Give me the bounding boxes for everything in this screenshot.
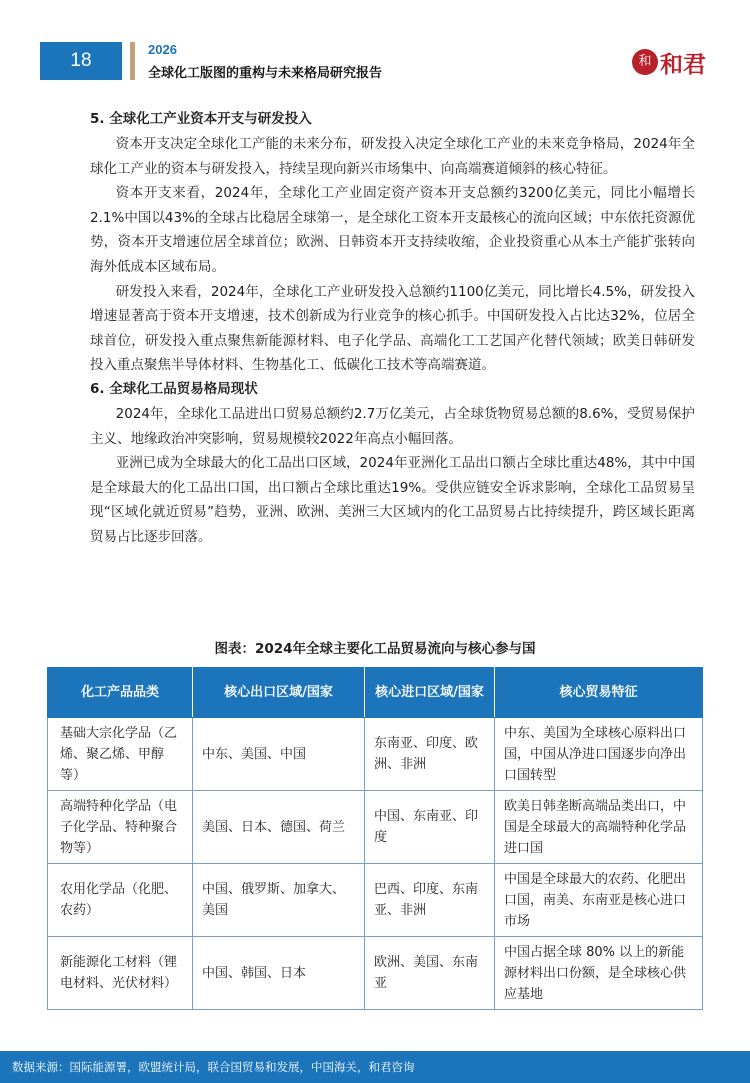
table-cell: 中国、俄罗斯、加拿大、美国 (193, 864, 365, 937)
table-row (48, 864, 703, 937)
column-header: 核心贸易特征 (495, 668, 703, 718)
section-heading-5: 5. 全球化工产业资本开支与研发投入 (90, 111, 312, 127)
table-caption: 图表：2024年全球主要化工品贸易流向与核心参与国 (214, 641, 536, 657)
column-header: 核心出口区域/国家 (193, 668, 365, 718)
table-cell: 基础大宗化学品（乙烯、聚乙烯、甲醇等） (48, 718, 193, 791)
table-cell: 美国、日本、德国、荷兰 (193, 791, 365, 864)
table-cell: 巴西、印度、东南亚、非洲 (365, 864, 495, 937)
table-header-row (48, 668, 703, 718)
logo-seal-icon: 和 (632, 49, 658, 75)
column-header: 核心进口区域/国家 (365, 668, 495, 718)
table-row (48, 937, 703, 1010)
paragraph: 资本开支来看，2024年，全球化工产业固定资产资本开支总额约3200亿美元，同比小幅增长2.1%中国以43%的全球占比稳居全球第一，是全球化工资本开支最核心的流向区域；中东依托资源优势，资本开支增速位居全球首位；欧洲、日韩资本开支持续收缩，企业投资重心从本土产能扩张转向海外低成本区域布局。 (90, 185, 695, 275)
report-title: 全球化工版图的重构与未来格局研究报告 (148, 66, 383, 81)
body-text (90, 108, 695, 550)
table-cell: 东南亚、印度、欧洲、非洲 (365, 718, 495, 791)
column-header: 化工产品品类 (48, 668, 193, 718)
paragraph: 亚洲已成为全球最大的化工品出口区域，2024年亚洲化工品出口额占全球比重达48%，其中中国是全球最大的化工品出口国，出口额占全球比重达19%。受供应链安全诉求影响，全球化工品贸易呈现“区域化就近贸易”趋势，亚洲、欧洲、美洲三大区域内的化工品贸易占比持续提升，跨区域长距离贸易占比逐步回落。 (90, 455, 695, 545)
paragraph: 研发投入来看，2024年，全球化工产业研发投入总额约1100亿美元，同比增长4.5%，研发投入增速显著高于资本开支增速，技术创新成为行业竞争的核心抓手。中国研发投入占比达32%，位居全球首位，研发投入重点聚焦新能源材料、电子化学品、高端化工工艺国产化替代领域；欧美日韩研发投入重点聚焦半导体材料、生物基化工、低碳化工技术等高端赛道。 (90, 283, 695, 374)
table-cell: 农用化学品（化肥、农药） (48, 864, 193, 937)
trade-flow-table (47, 667, 703, 1010)
table-cell: 中东、美国为全球核心原料出口国，中国从净进口国逐步向净出口国转型 (495, 718, 703, 791)
data-source-footer: 数据来源：国际能源署，欧盟统计局，联合国贸易和发展，中国海关，和君咨询 (0, 1051, 750, 1083)
table-cell: 中国占据全球 80% 以上的新能源材料出口份额，是全球核心供应基地 (495, 937, 703, 1010)
table-row (48, 791, 703, 864)
paragraph: 资本开支决定全球化工产能的未来分布，研发投入决定全球化工产业的未来竞争格局，2024年全球化工产业的资本与研发投入，持续呈现向新兴市场集中、向高端赛道倾斜的核心特征。 (90, 136, 695, 177)
table-cell: 中国、东南亚、印度 (365, 791, 495, 864)
page-number: 18 (40, 42, 122, 80)
table-cell: 中国是全球最大的农药、化肥出口国，南美、东南亚是核心进口市场 (495, 864, 703, 937)
table-cell: 新能源化工材料（锂电材料、光伏材料） (48, 937, 193, 1010)
paragraph: 2024年，全球化工品进出口贸易总额约2.7万亿美元，占全球货物贸易总额的8.6%，受贸易保护主义、地缘政治冲突影响，贸易规模较2022年高点小幅回落。 (90, 405, 695, 447)
table-cell: 欧洲、美国、东南亚 (365, 937, 495, 1010)
table-cell: 高端特种化学品（电子化学品、特种聚合物等） (48, 791, 193, 864)
header-divider (130, 42, 135, 80)
table-row (48, 718, 703, 791)
table-cell: 中东、美国、中国 (193, 718, 365, 791)
brand-logo: 和君 (660, 51, 706, 78)
table-cell: 欧美日韩垄断高端品类出口，中国是全球最大的高端特种化学品进口国 (495, 791, 703, 864)
table-cell: 中国、韩国、日本 (193, 937, 365, 1010)
section-heading-6: 6. 全球化工品贸易格局现状 (90, 380, 258, 397)
report-year: 2026 (148, 42, 177, 57)
